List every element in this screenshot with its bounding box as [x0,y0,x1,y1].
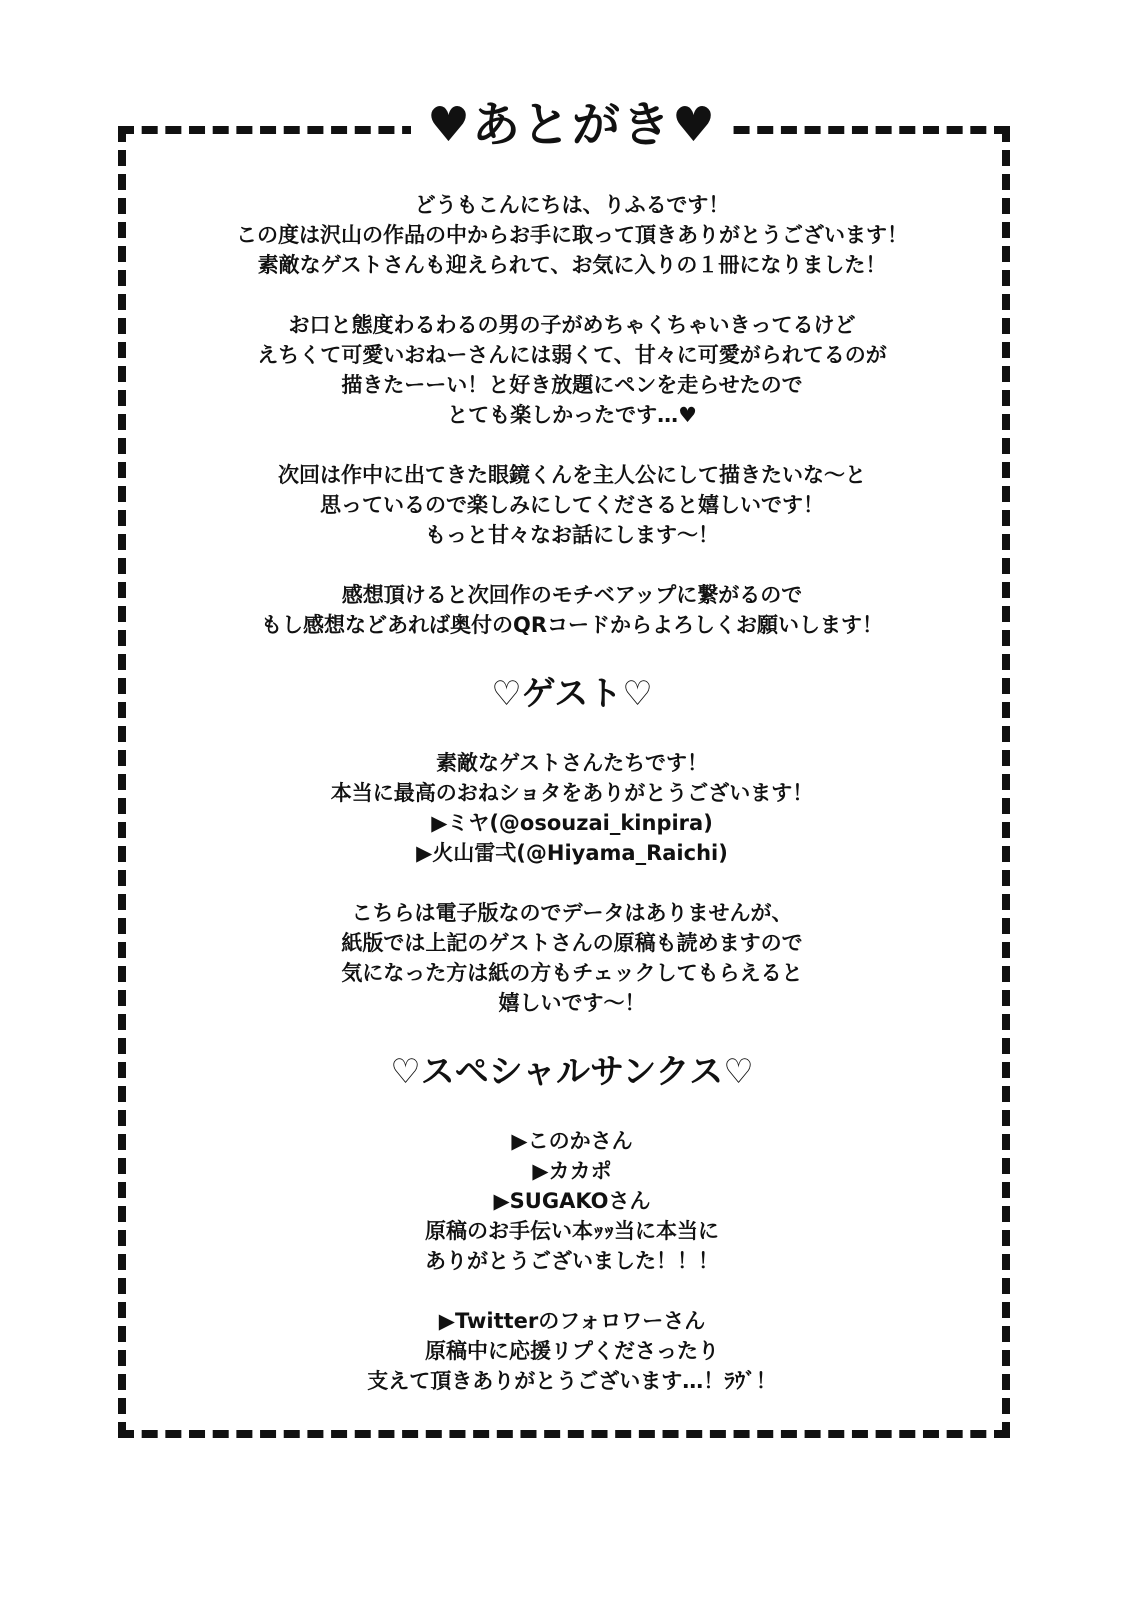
text-line: どうもこんにちは、りふるです！ [414,193,730,217]
guest-credit: ▶火山雷弌(@Hiyama_Raichi) [416,841,728,865]
text-line: 思っているので楽しみにしてくださると嬉しいです！ [320,493,824,517]
afterword-content [140,190,1004,1426]
special-thanks-heading: ♡スペシャルサンクス♡ [390,1052,754,1092]
text-line: とても楽しかったです…♥ [447,403,697,427]
text-line: 感想頂けると次回作のモチベアップに繋がるので [341,583,803,607]
guest-heading: ♡ゲスト♡ [491,674,653,714]
title-banner [0,90,1144,160]
text-line: 嬉しいです～！ [498,991,646,1015]
text-line: 原稿のお手伝い本ｯｯ当に本当に [425,1219,719,1243]
story-paragraph [140,310,1004,430]
text-line: もし感想などあれば奥付のQRコードからよろしくお願いします！ [260,613,884,637]
thanks-credit: ▶カカポ [532,1159,612,1183]
thanks-credit: ▶SUGAKOさん [493,1189,651,1213]
intro-paragraph [140,190,1004,280]
text-line: この度は沢山の作品の中からお手に取って頂きありがとうございます！ [236,223,908,247]
followers-paragraph [140,1306,1004,1396]
text-line: もっと甘々なお話にします～！ [425,523,719,547]
thanks-credit: ▶Twitterのフォロワーさん [438,1309,706,1333]
text-line: えちくて可愛いおねーさんには弱くて、甘々に可愛がられてるのが [257,343,887,367]
text-line: お口と態度わるわるの男の子がめちゃくちゃいきってるけど [288,313,856,337]
text-line: 紙版では上記のゲストさんの原稿も読めますので [341,931,803,955]
text-line: 原稿中に応援リプくださったり [425,1339,719,1363]
thanks-credit: ▶このかさん [511,1129,633,1153]
text-line: 素敵なゲストさんたちです！ [436,751,708,775]
text-line: 支えて頂きありがとうございます…！ﾗｳﾞ！ [367,1369,777,1393]
guest-credit: ▶ミヤ(@osouzai_kinpira) [431,811,713,835]
text-line: こちらは電子版なのでデータはありませんが、 [351,901,793,925]
text-line: 気になった方は紙の方もチェックしてもらえると [341,961,803,985]
text-line: 描きたーーい！と好き放題にペンを走らせたので [341,373,803,397]
digital-note-paragraph [140,898,1004,1018]
guest-paragraph [140,748,1004,868]
next-work-paragraph [140,460,1004,550]
thanks-paragraph [140,1126,1004,1276]
text-line: 本当に最高のおねショタをありがとうございます！ [330,781,814,805]
text-line: 次回は作中に出てきた眼鏡くんを主人公にして描きたいな～と [278,463,866,487]
text-line: 素敵なゲストさんも迎えられて、お気に入りの１冊になりました！ [257,253,887,277]
feedback-paragraph [140,580,1004,640]
text-line: ありがとうございました！！！ [425,1249,719,1273]
page-title: ♥あとがき♥ [411,90,733,160]
